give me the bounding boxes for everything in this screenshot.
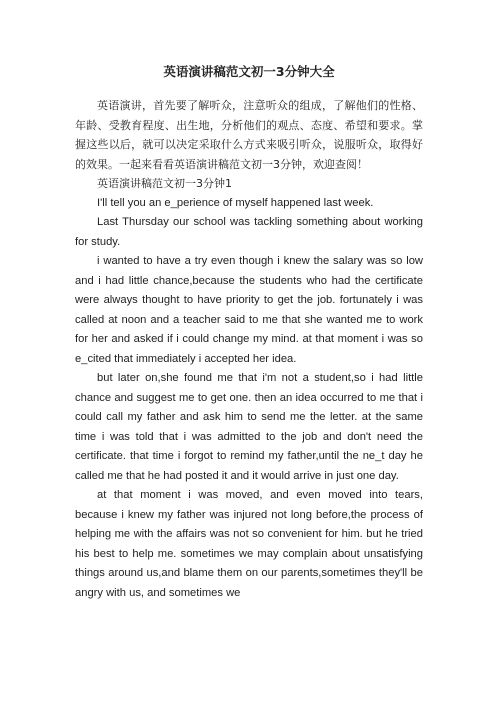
body-paragraph: but later on,she found me that i'm not a student,so i had little chance and suggest me to get one. then an idea occurred to me that i could call my father and ask him to send me the letter. at the same time i was told that i was admitted to the job and don't need the certificate. that time i forgot to remind my father,until the ne_t day he called me that he had posted it and it would arrive in just one day. [75, 372, 423, 482]
body-paragraph: i wanted to have a try even though i knew the salary was so low and i had little chance,because the students who had the certificate were always thought to have priority to get the job. fortunately i was called at noon and a teacher said to me that she wanted me to work for her and asked if i could change my mind. at that moment i was so e_cited that immediately i accepted her idea. [75, 255, 423, 365]
intro-paragraph: 英语演讲，首先要了解听众，注意听众的组成，了解他们的性格、年龄、受教育程度、出生地，分析他们的观点、态度、希望和要求。掌握这些以后，就可以决定采取什么方式来吸引听众，说服听众，取得好的效果。一起来看看英语演讲稿范文初一3分钟，欢迎查阅！ [75, 99, 423, 171]
body-paragraph: Last Thursday our school was tackling something about working for study. [75, 216, 423, 248]
body-paragraph: I'll tell you an e_perience of myself happened last week. [97, 196, 374, 209]
document-title: 英语演讲稿范文初一3分钟大全 [163, 64, 335, 79]
section-heading: 英语演讲稿范文初一3分钟1 [97, 177, 232, 190]
body-paragraph: at that moment i was moved, and even moved into tears, because i knew my father was injured not long before,the process of helping me with the affairs was not so convenient for him. but he tried his best to help me. sometimes we may complain about unsatisfying things around us,and blame them on our parents,sometimes they'll be angry with us, and sometimes we [75, 489, 423, 599]
